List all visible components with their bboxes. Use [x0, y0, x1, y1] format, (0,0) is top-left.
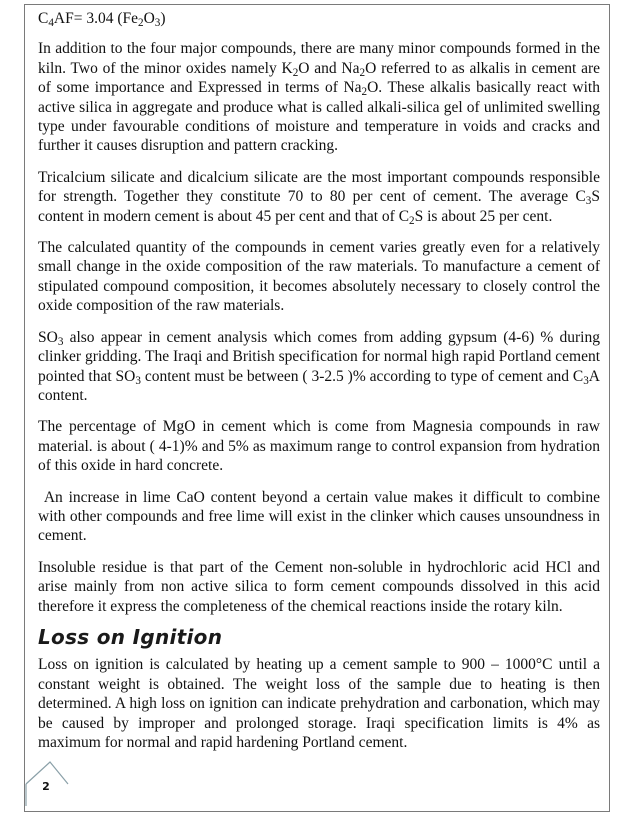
section-heading: Loss on Ignition — [38, 624, 223, 649]
paragraph-loss-on-ignition: Loss on ignition is calculated by heating up a cement sample to 900 – 1000°C until a constant weight is obtained. The weight loss of the sample due to heating is then determined. A high loss on ignition can indicate prehydration and carbonation, which may be caused by improper and prolonged storage. Iraqi specification limits is 4% as maximum for normal and rapid hardening Portland cement. — [38, 656, 600, 751]
paragraph-insoluble-residue: Insoluble residue is that part of the Cement non-soluble in hydrochloric acid HCl and arise mainly from non active silica to form cement compounds dissolved in this acid therefore it express the completeness of the chemical reactions inside the rotary kiln. — [38, 558, 600, 615]
page-number: 2 — [42, 780, 50, 793]
paragraph-calculated-quantity: The calculated quantity of the compounds in cement varies greatly even for a relatively small change in the oxide composition of the raw materials. To manufacture a cement of stipulated compound composition, it becomes absolutely necessary to closely control the oxide composition of the raw materials. — [38, 239, 600, 315]
paragraph-so3: $SO_3$ also appear in cement analysis which comes from adding gypsum (4-6) % during clinker gridding. The Iraqi and British specification for normal high rapid Portland cement pointed that $SO_3$ content must be between ( 3-2.5 )% according to type of cement and $C_3A$ content. — [38, 328, 600, 404]
document-body — [38, 9, 604, 764]
page-number-badge — [24, 758, 72, 806]
paragraph-lime: An increase in lime CaO content beyond a certain value makes it difficult to combine with other compounds and free lime will exist in the clinker which causes unsoundness in cement. — [38, 488, 604, 545]
paragraph-minor-compounds: In addition to the four major compounds, there are many minor compounds formed in the kiln. Two of the minor oxides namely $K_2O$ and $Na_2O$ referred to as alkalis in cement are of some importance and Expressed in terms of $Na_2O$. These alkalis basically react with active silica in aggregate and produce what is called alkali-silica gel of unlimited swelling type under favourable conditions of moisture and temperature in voids and cracks and further it causes disruption and pattern cracking. — [38, 40, 600, 155]
formula-line: $C_4AF= 3.04$ $(Fe_2O_3)$ — [38, 10, 166, 29]
paragraph-silicates: Tricalcium silicate and dicalcium silicate are the most important compounds responsible for strength. Together they constitute 70 to 80 per cent of cement. The average $C_3S$ content in modern cement is about 45 per cent and that of $C_2S$ is about 25 per cent. — [38, 168, 600, 227]
paragraph-mgo: The percentage of MgO in cement which is come from Magnesia compounds in raw material. is about ( 4-1)% and 5% as maximum range to control expansion from hydration of this oxide in hard concrete. — [38, 418, 600, 475]
